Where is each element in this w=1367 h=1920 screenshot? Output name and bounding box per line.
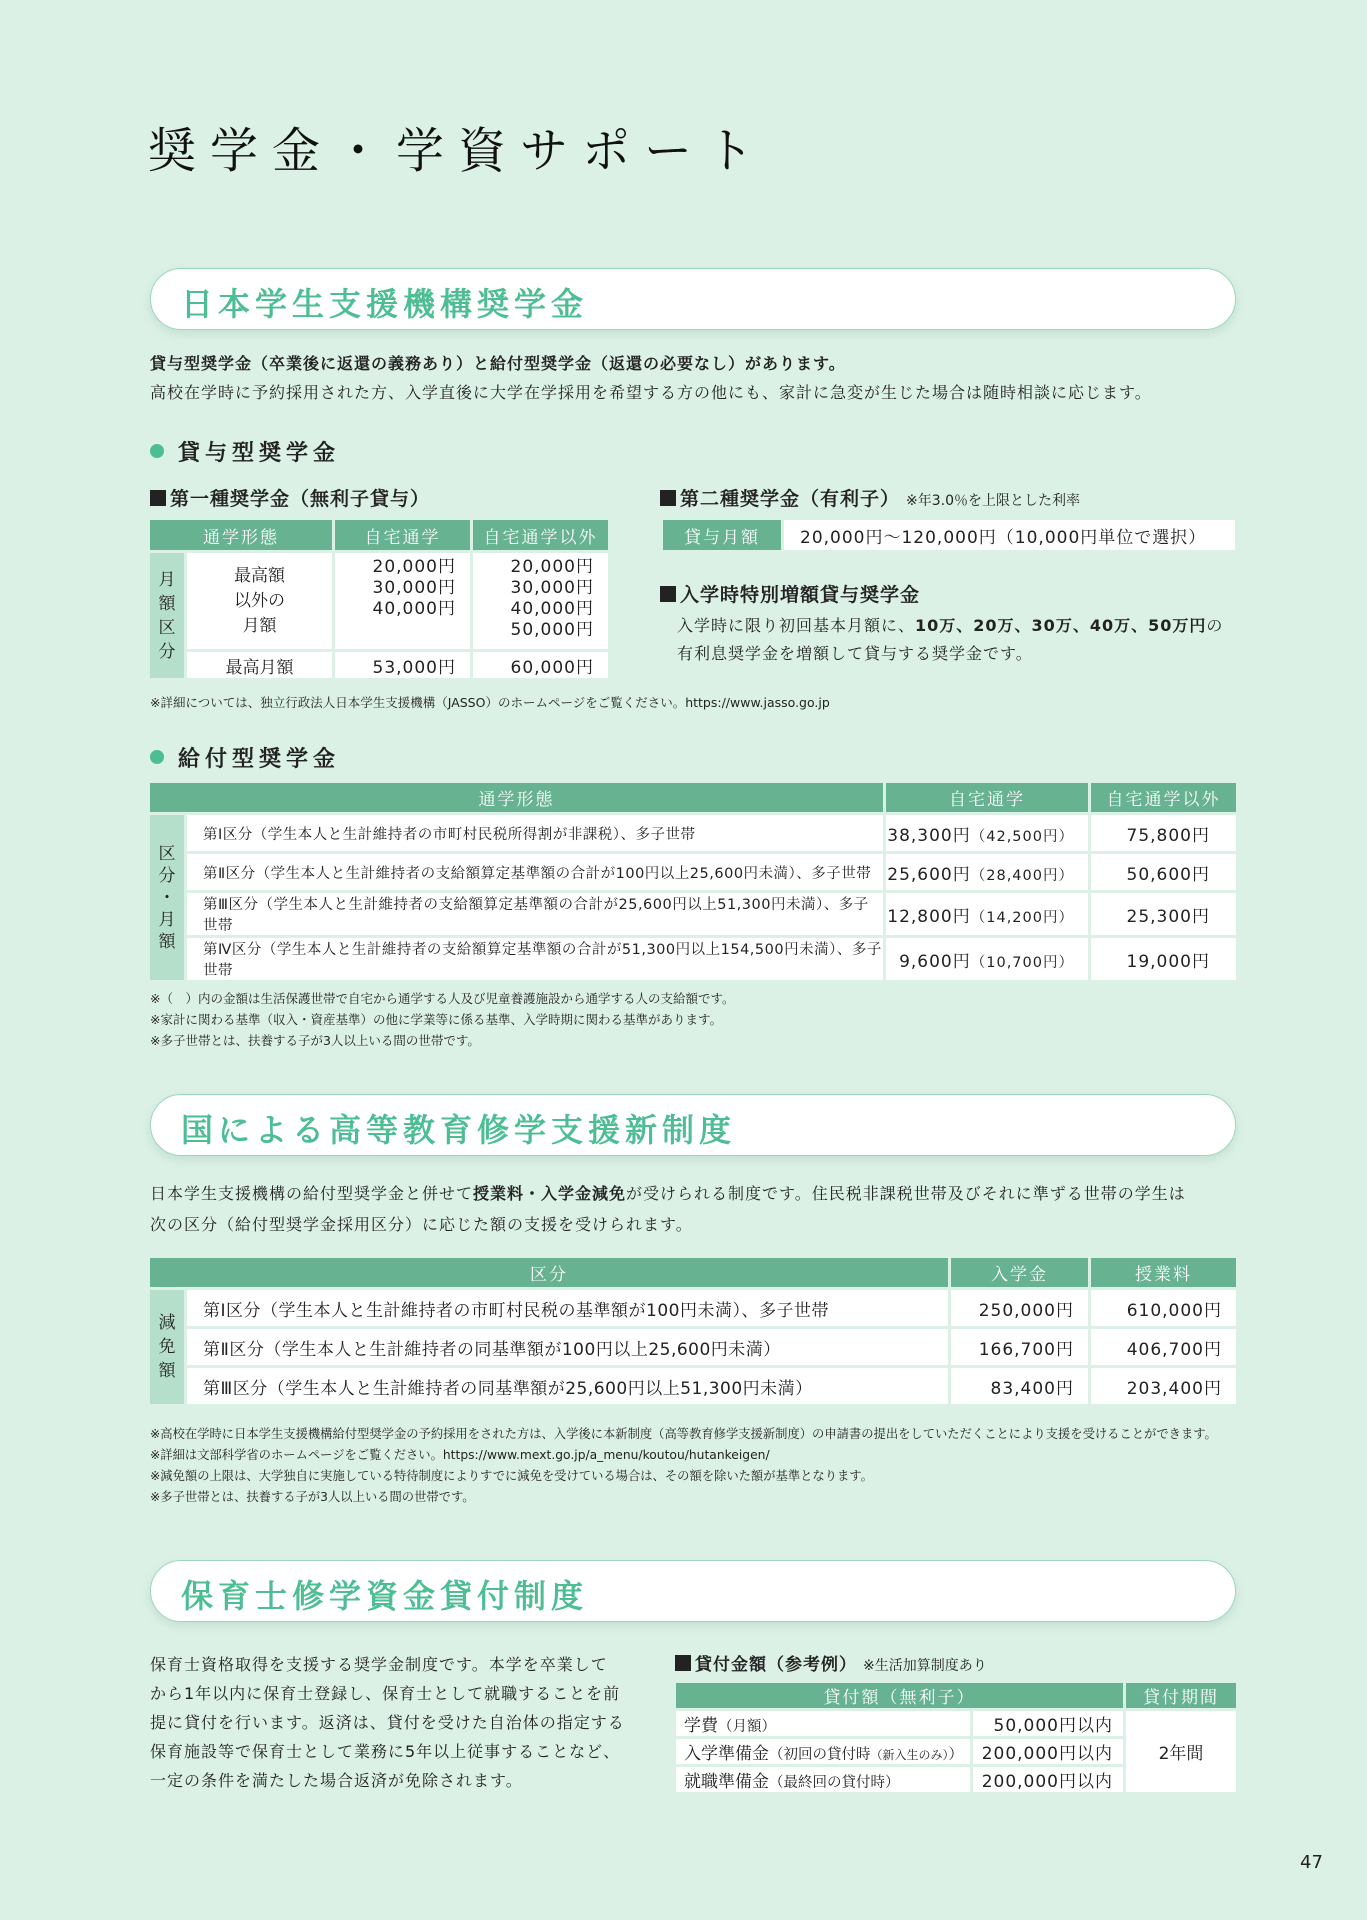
grant-notes: ※（ ）内の金額は生活保護世帯で自宅から通学する人及び児童養護施設から通学する人の支給額です。 ※家計に関わる基準（収入・資産基準）の他に学業等に係る基準、入学時期に関わる基準があります。 ※多子世帯とは、扶養する子が3人以上いる間の世帯です。 xyxy=(150,991,735,1048)
special-desc-line-2: 有利息奨学金を増額して貸与する奨学金です。 xyxy=(677,644,1033,663)
new-system-notes: ※高校在学時に日本学生支援機構給付型奨学金の予約採用をされた方は、入学後に本新制度（高等教育修学支援新制度）の申請書の提出をしていただくことにより支援を受けることができます。 ※詳細は文部科学省のホームページをご覧ください。https://www.mext.go.jp/a_menu/koutou/hutankeigen/ ※減免額の上限は、大学独自に実施している特待制度によりすでに減免を受けている場合は、その額を除いた額が基準となります。 ※多子世帯とは、扶養する子が3人以上いる間の世帯です。 xyxy=(150,1427,1217,1504)
table-header: 貸与月額 xyxy=(663,520,781,550)
loan-period-cell: 2年間 xyxy=(1126,1711,1236,1792)
table-header: 授業料 xyxy=(1091,1258,1236,1287)
special-desc-line-1: 入学時に限り初回基本月額に、10万、20万、30万、40万、50万円の xyxy=(677,616,1224,635)
table-row-label: 第Ⅱ区分（学生本人と生計維持者の同基準額が100円以上25,600円未満） xyxy=(187,1329,948,1365)
type1-heading: 第一種奨学金（無利子貸与） xyxy=(150,484,430,511)
reduction-table xyxy=(147,1255,1239,1407)
amount-cell: 20,000円 30,000円 40,000円 50,000円 xyxy=(473,553,608,649)
amount-cell: 50,600円 xyxy=(1091,854,1236,890)
amount-cell: 20,000円 30,000円 40,000円 xyxy=(335,553,470,649)
section-header-jasso xyxy=(150,268,1236,330)
table-header: 貸付期間 xyxy=(1126,1683,1236,1708)
table-row-label: 第Ⅳ区分（学生本人と生計維持者の支給額算定基準額の合計が51,300円以上154,500円未満）、多子世帯 xyxy=(187,938,883,980)
grant-table xyxy=(147,780,1239,983)
amount-cell: 53,000円 xyxy=(335,652,470,678)
amount-cell: 203,400円 xyxy=(1091,1368,1236,1404)
table-header: 自宅通学以外 xyxy=(1091,783,1236,812)
table-row-label: 学費（月額） xyxy=(676,1711,970,1736)
grant-heading: 給付型奨学金 xyxy=(150,742,340,773)
page-number: 47 xyxy=(1300,1852,1323,1873)
amount-cell: 610,000円 xyxy=(1091,1290,1236,1326)
square-bullet-icon xyxy=(675,1655,691,1671)
amount-cell: 25,600円（28,400円） xyxy=(886,854,1088,890)
table-header: 貸付額（無利子） xyxy=(676,1683,1123,1708)
table-header: 通学形態 xyxy=(150,783,883,812)
section-header-nursery xyxy=(150,1560,1236,1622)
square-bullet-icon xyxy=(150,490,166,506)
page-title: 奨学金・学資サポート xyxy=(148,123,769,179)
amount-cell: 406,700円 xyxy=(1091,1329,1236,1365)
table-row-label: 第Ⅲ区分（学生本人と生計維持者の支給額算定基準額の合計が25,600円以上51,300円未満）、多子世帯 xyxy=(187,893,883,935)
nursery-body: 保育士資格取得を支援する奨学金制度です。本学を卒業して から1年以内に保育士登録し、保育士として就職することを前 提に貸付を行います。返済は、貸付を受けた自治体の指定する 保育施設等で保育士として業務に5年以上従事することなど、 一定の条件を満たした場合返済が免除されます。 xyxy=(150,1655,625,1790)
section-title: 日本学生支援機構奨学金 xyxy=(181,285,589,323)
table-header: 自宅通学 xyxy=(886,783,1088,812)
amount-cell: 166,700円 xyxy=(951,1329,1088,1365)
table-header: 自宅通学以外 xyxy=(473,520,608,550)
loan-amount-heading: 貸付金額（参考例） ※生活加算制度あり xyxy=(675,1650,987,1675)
section-title: 国による高等教育修学支援新制度 xyxy=(181,1111,737,1149)
table-header: 入学金 xyxy=(951,1258,1088,1287)
amount-cell: 9,600円（10,700円） xyxy=(886,938,1088,980)
intro-line-2: 高校在学時に予約採用された方、入学直後に大学在学採用を希望する方の他にも、家計に急変が生じた場合は随時相談に応じます。 xyxy=(150,383,1152,402)
table-header: 通学形態 xyxy=(150,520,332,550)
new-system-intro-2: 次の区分（給付型奨学金採用区分）に応じた額の支援を受けられます。 xyxy=(150,1215,693,1234)
type1-table xyxy=(147,517,611,681)
amount-cell: 200,000円以内 xyxy=(973,1767,1123,1792)
amount-cell: 38,300円（42,500円） xyxy=(886,815,1088,851)
amount-cell: 250,000円 xyxy=(951,1290,1088,1326)
square-bullet-icon xyxy=(660,490,676,506)
side-label: 月 額 区 分 xyxy=(150,553,184,678)
amount-cell: 25,300円 xyxy=(1091,893,1236,935)
table-row-label: 第Ⅰ区分（学生本人と生計維持者の市町村民税の基準額が100円未満）、多子世帯 xyxy=(187,1290,948,1326)
amount-cell: 19,000円 xyxy=(1091,938,1236,980)
bullet-dot-icon xyxy=(150,750,164,764)
type2-table xyxy=(660,517,1238,553)
amount-cell: 50,000円以内 xyxy=(973,1711,1123,1736)
special-heading: 入学時特別増額貸与奨学金 xyxy=(660,580,920,607)
table-row-label: 入学準備金（初回の貸付時（新入生のみ）） xyxy=(676,1739,970,1764)
type2-heading: 第二種奨学金（有利子） ※年3.0％を上限とした利率 xyxy=(660,484,1080,511)
jasso-note: ※詳細については、独立行政法人日本学生支援機構（JASSO）のホームページをご覧ください。https://www.jasso.go.jp xyxy=(150,695,830,710)
square-bullet-icon xyxy=(660,586,676,602)
loan-amount-table xyxy=(673,1680,1239,1795)
table-header: 区分 xyxy=(150,1258,948,1287)
table-header: 自宅通学 xyxy=(335,520,470,550)
table-row-label: 第Ⅲ区分（学生本人と生計維持者の同基準額が25,600円以上51,300円未満） xyxy=(187,1368,948,1404)
table-row-label: 第Ⅰ区分（学生本人と生計維持者の市町村民税所得割が非課税）、多子世帯 xyxy=(187,815,883,851)
bullet-dot-icon xyxy=(150,444,164,458)
amount-cell: 83,400円 xyxy=(951,1368,1088,1404)
table-row-label: 第Ⅱ区分（学生本人と生計維持者の支給額算定基準額の合計が100円以上25,600円未満）、多子世帯 xyxy=(187,854,883,890)
amount-cell: 200,000円以内 xyxy=(973,1739,1123,1764)
amount-cell: 20,000円～120,000円（10,000円単位で選択） xyxy=(784,520,1235,550)
row-label: 最高月額 xyxy=(187,652,332,678)
section-header-new-system xyxy=(150,1094,1236,1156)
amount-cell: 12,800円（14,200円） xyxy=(886,893,1088,935)
section-title: 保育士修学資金貸付制度 xyxy=(181,1577,589,1615)
side-label: 区 分 ・ 月 額 xyxy=(150,815,184,980)
side-label: 減 免 額 xyxy=(150,1290,184,1404)
row-label: 最高額 以外の 月額 xyxy=(187,553,332,649)
amount-cell: 75,800円 xyxy=(1091,815,1236,851)
loan-heading: 貸与型奨学金 xyxy=(150,436,340,467)
intro-line-1: 貸与型奨学金（卒業後に返還の義務あり）と給付型奨学金（返還の必要なし）があります。 xyxy=(150,354,846,373)
table-row-label: 就職準備金（最終回の貸付時） xyxy=(676,1767,970,1792)
new-system-intro-1: 日本学生支援機構の給付型奨学金と併せて授業料・入学金減免が受けられる制度です。住民税非課税世帯及びそれに準ずる世帯の学生は xyxy=(150,1184,1186,1203)
amount-cell: 60,000円 xyxy=(473,652,608,678)
